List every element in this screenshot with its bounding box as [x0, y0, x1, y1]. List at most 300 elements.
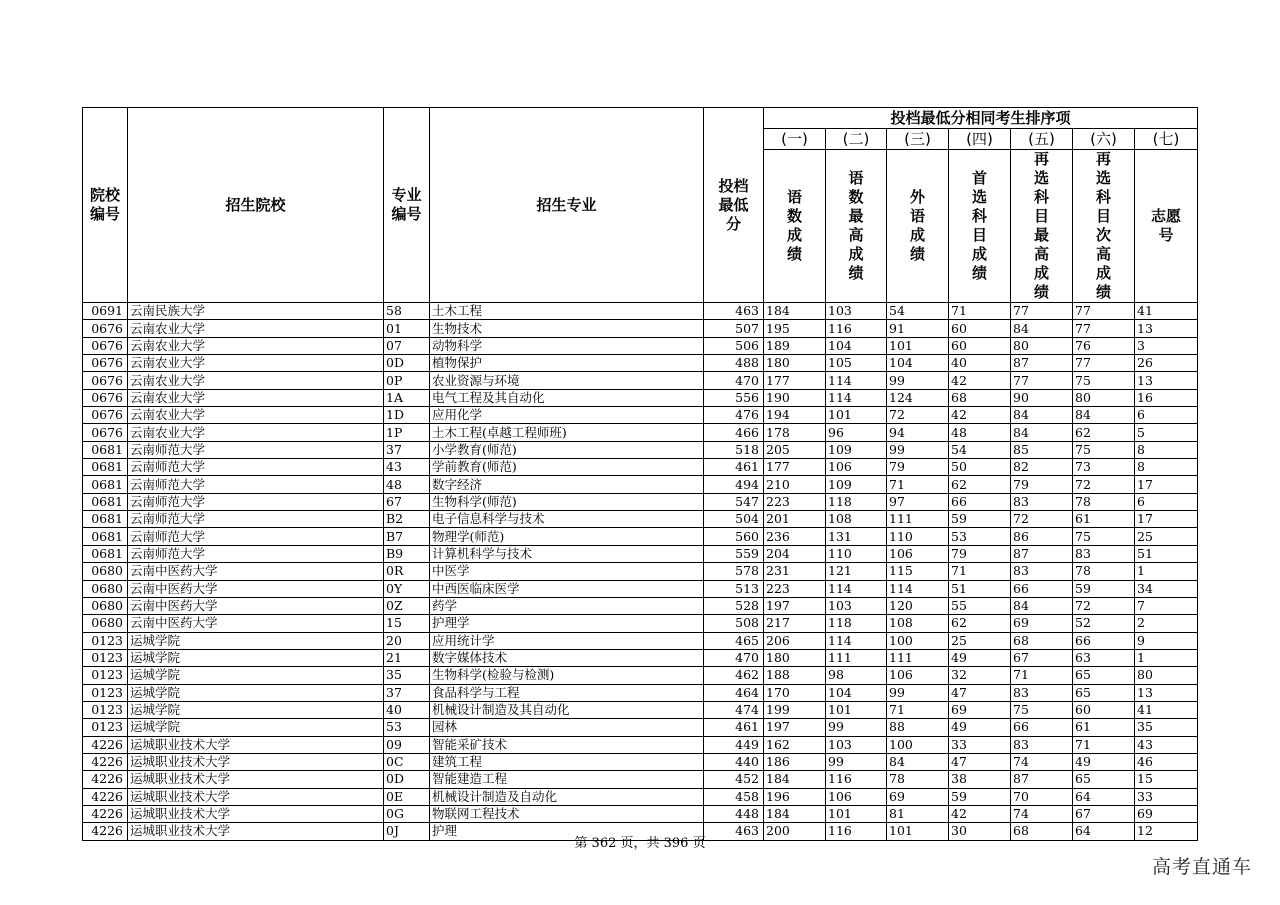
school-name-cell: 运城学院	[128, 632, 384, 649]
sort-6-cell: 77	[1073, 303, 1135, 320]
sort-2-cell: 99	[826, 753, 887, 770]
sort-1-cell: 197	[764, 719, 826, 736]
sort-1-cell: 197	[764, 597, 826, 614]
min-score-cell: 449	[704, 736, 764, 753]
table-row	[83, 511, 1198, 528]
sort-6-cell: 75	[1073, 372, 1135, 389]
table-row	[83, 476, 1198, 493]
sort-3-cell: 100	[887, 736, 949, 753]
major-code-cell: 0D	[384, 771, 430, 788]
sort-1-cell: 210	[764, 476, 826, 493]
major-name-cell: 电气工程及其自动化	[430, 389, 704, 406]
major-code-cell: 40	[384, 701, 430, 718]
sort-2-cell: 116	[826, 823, 887, 840]
school-name-cell: 云南中医药大学	[128, 563, 384, 580]
school-code-cell: 4226	[83, 788, 128, 805]
school-name-cell: 云南师范大学	[128, 545, 384, 562]
sort-4-cell: 62	[949, 615, 1011, 632]
sort-1-cell: 190	[764, 389, 826, 406]
sort-3-cell: 108	[887, 615, 949, 632]
min-score-cell: 448	[704, 805, 764, 822]
sort-1-cell: 206	[764, 632, 826, 649]
major-name-cell: 学前教育(师范)	[430, 459, 704, 476]
sort-3-cell: 81	[887, 805, 949, 822]
major-code-cell: 37	[384, 441, 430, 458]
sort-3-cell: 120	[887, 597, 949, 614]
major-name-cell: 应用化学	[430, 407, 704, 424]
school-name-cell: 云南师范大学	[128, 511, 384, 528]
sort-2-cell: 118	[826, 493, 887, 510]
sort-6-cell: 61	[1073, 719, 1135, 736]
admission-score-table	[82, 107, 1198, 841]
school-code-cell: 0123	[83, 719, 128, 736]
sort-6-cell: 65	[1073, 771, 1135, 788]
sort-1-cell: 204	[764, 545, 826, 562]
sort-1-cell: 194	[764, 407, 826, 424]
sort-3-cell: 100	[887, 632, 949, 649]
sort-4-cell: 42	[949, 372, 1011, 389]
sort-2-cell: 121	[826, 563, 887, 580]
sort-2-cell: 104	[826, 337, 887, 354]
school-code-cell: 0123	[83, 649, 128, 666]
min-score-cell: 440	[704, 753, 764, 770]
min-score-cell: 474	[704, 701, 764, 718]
sort-5-cell: 69	[1011, 615, 1073, 632]
sort-5-cell: 71	[1011, 667, 1073, 684]
sort-2-cell: 105	[826, 355, 887, 372]
sort-4-cell: 69	[949, 701, 1011, 718]
table-row	[83, 545, 1198, 562]
major-name-cell: 机械设计制造及其自动化	[430, 701, 704, 718]
sort-2-cell: 114	[826, 372, 887, 389]
sort-4-cell: 32	[949, 667, 1011, 684]
table-row	[83, 667, 1198, 684]
school-name-cell: 云南农业大学	[128, 372, 384, 389]
sort-7-cell: 6	[1135, 407, 1198, 424]
sort-2-cell: 116	[826, 771, 887, 788]
table-row	[83, 493, 1198, 510]
major-code-cell: 09	[384, 736, 430, 753]
sort-1-cell: 184	[764, 771, 826, 788]
major-code-cell: 0Z	[384, 597, 430, 614]
min-score-cell: 463	[704, 823, 764, 840]
sort-2-cell: 98	[826, 667, 887, 684]
sort-5-cell: 85	[1011, 441, 1073, 458]
sort-6-cell: 75	[1073, 528, 1135, 545]
sort-6-cell: 78	[1073, 563, 1135, 580]
major-code-cell: 0R	[384, 563, 430, 580]
header-sub-number: (六)	[1073, 129, 1135, 150]
sort-4-cell: 47	[949, 753, 1011, 770]
table-row	[83, 597, 1198, 614]
school-name-cell: 云南农业大学	[128, 407, 384, 424]
major-code-cell: 37	[384, 684, 430, 701]
sort-7-cell: 80	[1135, 667, 1198, 684]
sort-5-cell: 75	[1011, 701, 1073, 718]
sort-3-cell: 99	[887, 684, 949, 701]
school-name-cell: 运城职业技术大学	[128, 823, 384, 840]
major-name-cell: 计算机科学与技术	[430, 545, 704, 562]
sort-7-cell: 51	[1135, 545, 1198, 562]
school-code-cell: 0680	[83, 580, 128, 597]
school-name-cell: 云南农业大学	[128, 424, 384, 441]
sort-4-cell: 62	[949, 476, 1011, 493]
header-sub-label: 首选科目成绩	[949, 150, 1011, 303]
sort-5-cell: 67	[1011, 649, 1073, 666]
sort-6-cell: 71	[1073, 736, 1135, 753]
table-row	[83, 563, 1198, 580]
sort-4-cell: 49	[949, 719, 1011, 736]
sort-4-cell: 51	[949, 580, 1011, 597]
school-name-cell: 运城学院	[128, 719, 384, 736]
sort-4-cell: 60	[949, 337, 1011, 354]
sort-7-cell: 13	[1135, 684, 1198, 701]
school-name-cell: 云南中医药大学	[128, 580, 384, 597]
sort-2-cell: 114	[826, 632, 887, 649]
sort-4-cell: 33	[949, 736, 1011, 753]
sort-6-cell: 67	[1073, 805, 1135, 822]
sort-2-cell: 106	[826, 459, 887, 476]
sort-3-cell: 99	[887, 372, 949, 389]
sort-7-cell: 43	[1135, 736, 1198, 753]
table-row	[83, 337, 1198, 354]
sort-4-cell: 79	[949, 545, 1011, 562]
sort-7-cell: 69	[1135, 805, 1198, 822]
sort-5-cell: 74	[1011, 805, 1073, 822]
major-name-cell: 土木工程(卓越工程师班)	[430, 424, 704, 441]
min-score-cell: 578	[704, 563, 764, 580]
sort-5-cell: 77	[1011, 372, 1073, 389]
sort-7-cell: 8	[1135, 459, 1198, 476]
sort-5-cell: 77	[1011, 303, 1073, 320]
school-code-cell: 0680	[83, 615, 128, 632]
sort-6-cell: 73	[1073, 459, 1135, 476]
school-name-cell: 运城职业技术大学	[128, 788, 384, 805]
major-code-cell: 0D	[384, 355, 430, 372]
min-score-cell: 559	[704, 545, 764, 562]
sort-1-cell: 201	[764, 511, 826, 528]
sort-1-cell: 178	[764, 424, 826, 441]
major-code-cell: B7	[384, 528, 430, 545]
sort-5-cell: 66	[1011, 719, 1073, 736]
header-school: 招生院校	[128, 108, 384, 303]
school-name-cell: 云南师范大学	[128, 459, 384, 476]
school-code-cell: 0681	[83, 476, 128, 493]
sort-6-cell: 84	[1073, 407, 1135, 424]
sort-5-cell: 68	[1011, 632, 1073, 649]
sort-5-cell: 84	[1011, 320, 1073, 337]
sort-7-cell: 9	[1135, 632, 1198, 649]
sort-3-cell: 124	[887, 389, 949, 406]
table-row	[83, 389, 1198, 406]
sort-3-cell: 54	[887, 303, 949, 320]
sort-3-cell: 78	[887, 771, 949, 788]
school-code-cell: 0691	[83, 303, 128, 320]
sort-4-cell: 42	[949, 805, 1011, 822]
sort-7-cell: 41	[1135, 701, 1198, 718]
school-code-cell: 4226	[83, 753, 128, 770]
sort-7-cell: 8	[1135, 441, 1198, 458]
school-name-cell: 运城职业技术大学	[128, 736, 384, 753]
sort-3-cell: 84	[887, 753, 949, 770]
sort-6-cell: 77	[1073, 320, 1135, 337]
table-row	[83, 441, 1198, 458]
min-score-cell: 466	[704, 424, 764, 441]
major-name-cell: 物理学(师范)	[430, 528, 704, 545]
school-code-cell: 0676	[83, 407, 128, 424]
sort-4-cell: 71	[949, 303, 1011, 320]
sort-5-cell: 79	[1011, 476, 1073, 493]
sort-3-cell: 88	[887, 719, 949, 736]
sort-5-cell: 74	[1011, 753, 1073, 770]
school-name-cell: 云南师范大学	[128, 528, 384, 545]
min-score-cell: 452	[704, 771, 764, 788]
sort-5-cell: 68	[1011, 823, 1073, 840]
school-name-cell: 云南中医药大学	[128, 615, 384, 632]
min-score-cell: 494	[704, 476, 764, 493]
sort-1-cell: 170	[764, 684, 826, 701]
sort-6-cell: 80	[1073, 389, 1135, 406]
min-score-cell: 513	[704, 580, 764, 597]
sort-6-cell: 60	[1073, 701, 1135, 718]
sort-3-cell: 69	[887, 788, 949, 805]
min-score-cell: 470	[704, 649, 764, 666]
header-sub-label: 外语成绩	[887, 150, 949, 303]
school-code-cell: 0681	[83, 493, 128, 510]
major-name-cell: 土木工程	[430, 303, 704, 320]
major-name-cell: 药学	[430, 597, 704, 614]
sort-3-cell: 115	[887, 563, 949, 580]
sort-5-cell: 87	[1011, 771, 1073, 788]
major-code-cell: 20	[384, 632, 430, 649]
school-name-cell: 云南师范大学	[128, 441, 384, 458]
major-name-cell: 动物科学	[430, 337, 704, 354]
min-score-cell: 463	[704, 303, 764, 320]
major-name-cell: 园林	[430, 719, 704, 736]
school-code-cell: 0676	[83, 355, 128, 372]
school-name-cell: 云南中医药大学	[128, 597, 384, 614]
table-row	[83, 580, 1198, 597]
sort-5-cell: 83	[1011, 563, 1073, 580]
sort-5-cell: 87	[1011, 355, 1073, 372]
major-name-cell: 小学教育(师范)	[430, 441, 704, 458]
sort-3-cell: 101	[887, 823, 949, 840]
sort-6-cell: 72	[1073, 476, 1135, 493]
sort-7-cell: 13	[1135, 372, 1198, 389]
major-name-cell: 中医学	[430, 563, 704, 580]
school-name-cell: 运城职业技术大学	[128, 771, 384, 788]
header-sub-label: 志愿号	[1135, 150, 1198, 303]
table-row	[83, 459, 1198, 476]
table-body	[83, 303, 1198, 841]
sort-4-cell: 40	[949, 355, 1011, 372]
sort-5-cell: 83	[1011, 684, 1073, 701]
table-row	[83, 320, 1198, 337]
sort-7-cell: 5	[1135, 424, 1198, 441]
sort-1-cell: 236	[764, 528, 826, 545]
sort-6-cell: 65	[1073, 667, 1135, 684]
major-name-cell: 物联网工程技术	[430, 805, 704, 822]
major-name-cell: 智能采矿技术	[430, 736, 704, 753]
min-score-cell: 556	[704, 389, 764, 406]
sort-1-cell: 231	[764, 563, 826, 580]
sort-3-cell: 71	[887, 476, 949, 493]
table-row	[83, 771, 1198, 788]
sort-7-cell: 16	[1135, 389, 1198, 406]
sort-5-cell: 80	[1011, 337, 1073, 354]
major-name-cell: 生物科学(师范)	[430, 493, 704, 510]
table-row	[83, 805, 1198, 822]
major-code-cell: 15	[384, 615, 430, 632]
sort-4-cell: 59	[949, 511, 1011, 528]
sort-4-cell: 71	[949, 563, 1011, 580]
table-row	[83, 355, 1198, 372]
sort-6-cell: 63	[1073, 649, 1135, 666]
sort-4-cell: 50	[949, 459, 1011, 476]
watermark: 高考直通车	[1151, 856, 1252, 878]
school-name-cell: 云南师范大学	[128, 476, 384, 493]
school-code-cell: 0123	[83, 667, 128, 684]
table-row	[83, 528, 1198, 545]
table-row	[83, 788, 1198, 805]
school-name-cell: 运城职业技术大学	[128, 805, 384, 822]
sort-2-cell: 101	[826, 407, 887, 424]
school-code-cell: 0681	[83, 441, 128, 458]
major-code-cell: 43	[384, 459, 430, 476]
major-code-cell: 21	[384, 649, 430, 666]
major-code-cell: 0Y	[384, 580, 430, 597]
major-code-cell: 67	[384, 493, 430, 510]
sort-4-cell: 68	[949, 389, 1011, 406]
sort-6-cell: 52	[1073, 615, 1135, 632]
header-school-code: 院校 编号	[83, 108, 128, 303]
table-row	[83, 701, 1198, 718]
school-name-cell: 云南师范大学	[128, 493, 384, 510]
table-row	[83, 407, 1198, 424]
min-score-cell: 547	[704, 493, 764, 510]
major-name-cell: 植物保护	[430, 355, 704, 372]
sort-3-cell: 94	[887, 424, 949, 441]
min-score-cell: 488	[704, 355, 764, 372]
min-score-cell: 528	[704, 597, 764, 614]
sort-2-cell: 103	[826, 303, 887, 320]
sort-1-cell: 223	[764, 493, 826, 510]
school-name-cell: 云南农业大学	[128, 355, 384, 372]
sort-2-cell: 116	[826, 320, 887, 337]
sort-3-cell: 114	[887, 580, 949, 597]
sort-7-cell: 13	[1135, 320, 1198, 337]
major-name-cell: 建筑工程	[430, 753, 704, 770]
sort-6-cell: 64	[1073, 788, 1135, 805]
sort-3-cell: 79	[887, 459, 949, 476]
header-sub-label: 再选科目次高成绩	[1073, 150, 1135, 303]
sort-5-cell: 84	[1011, 597, 1073, 614]
min-score-cell: 464	[704, 684, 764, 701]
header-sub-label: 语数最高成绩	[826, 150, 887, 303]
sort-5-cell: 83	[1011, 736, 1073, 753]
school-code-cell: 0123	[83, 701, 128, 718]
school-code-cell: 0676	[83, 320, 128, 337]
school-name-cell: 运城学院	[128, 684, 384, 701]
min-score-cell: 462	[704, 667, 764, 684]
school-code-cell: 0681	[83, 528, 128, 545]
header-major: 招生专业	[430, 108, 704, 303]
sort-4-cell: 49	[949, 649, 1011, 666]
sort-7-cell: 41	[1135, 303, 1198, 320]
school-code-cell: 0680	[83, 597, 128, 614]
sort-3-cell: 106	[887, 545, 949, 562]
sort-6-cell: 65	[1073, 684, 1135, 701]
major-name-cell: 生物技术	[430, 320, 704, 337]
sort-4-cell: 60	[949, 320, 1011, 337]
major-name-cell: 食品科学与工程	[430, 684, 704, 701]
sort-2-cell: 99	[826, 719, 887, 736]
sort-1-cell: 184	[764, 805, 826, 822]
sort-4-cell: 47	[949, 684, 1011, 701]
sort-3-cell: 104	[887, 355, 949, 372]
min-score-cell: 470	[704, 372, 764, 389]
sort-6-cell: 59	[1073, 580, 1135, 597]
sort-7-cell: 6	[1135, 493, 1198, 510]
major-code-cell: 0G	[384, 805, 430, 822]
major-name-cell: 机械设计制造及自动化	[430, 788, 704, 805]
min-score-cell: 458	[704, 788, 764, 805]
school-code-cell: 4226	[83, 736, 128, 753]
major-code-cell: 48	[384, 476, 430, 493]
sort-6-cell: 76	[1073, 337, 1135, 354]
major-name-cell: 电子信息科学与技术	[430, 511, 704, 528]
school-name-cell: 云南农业大学	[128, 337, 384, 354]
sort-6-cell: 61	[1073, 511, 1135, 528]
table-row	[83, 649, 1198, 666]
sort-1-cell: 162	[764, 736, 826, 753]
major-name-cell: 智能建造工程	[430, 771, 704, 788]
sort-3-cell: 99	[887, 441, 949, 458]
header-sub-number: (七)	[1135, 129, 1198, 150]
sort-6-cell: 62	[1073, 424, 1135, 441]
header-sub-label: 再选科目最高成绩	[1011, 150, 1073, 303]
sort-1-cell: 223	[764, 580, 826, 597]
major-code-cell: 35	[384, 667, 430, 684]
school-code-cell: 4226	[83, 805, 128, 822]
min-score-cell: 560	[704, 528, 764, 545]
sort-4-cell: 59	[949, 788, 1011, 805]
sort-4-cell: 54	[949, 441, 1011, 458]
school-name-cell: 运城学院	[128, 701, 384, 718]
school-name-cell: 运城职业技术大学	[128, 753, 384, 770]
sort-7-cell: 26	[1135, 355, 1198, 372]
min-score-cell: 504	[704, 511, 764, 528]
major-name-cell: 护理学	[430, 615, 704, 632]
sort-2-cell: 101	[826, 701, 887, 718]
sort-4-cell: 66	[949, 493, 1011, 510]
sort-3-cell: 110	[887, 528, 949, 545]
sort-1-cell: 180	[764, 649, 826, 666]
sort-7-cell: 12	[1135, 823, 1198, 840]
major-name-cell: 生物科学(检验与检测)	[430, 667, 704, 684]
sort-2-cell: 101	[826, 805, 887, 822]
sort-6-cell: 49	[1073, 753, 1135, 770]
header-major-code: 专业 编号	[384, 108, 430, 303]
school-code-cell: 0681	[83, 511, 128, 528]
header-sub-number: (五)	[1011, 129, 1073, 150]
sort-6-cell: 75	[1073, 441, 1135, 458]
major-name-cell: 数字经济	[430, 476, 704, 493]
sort-7-cell: 7	[1135, 597, 1198, 614]
sort-2-cell: 108	[826, 511, 887, 528]
sort-2-cell: 109	[826, 441, 887, 458]
sort-5-cell: 72	[1011, 511, 1073, 528]
